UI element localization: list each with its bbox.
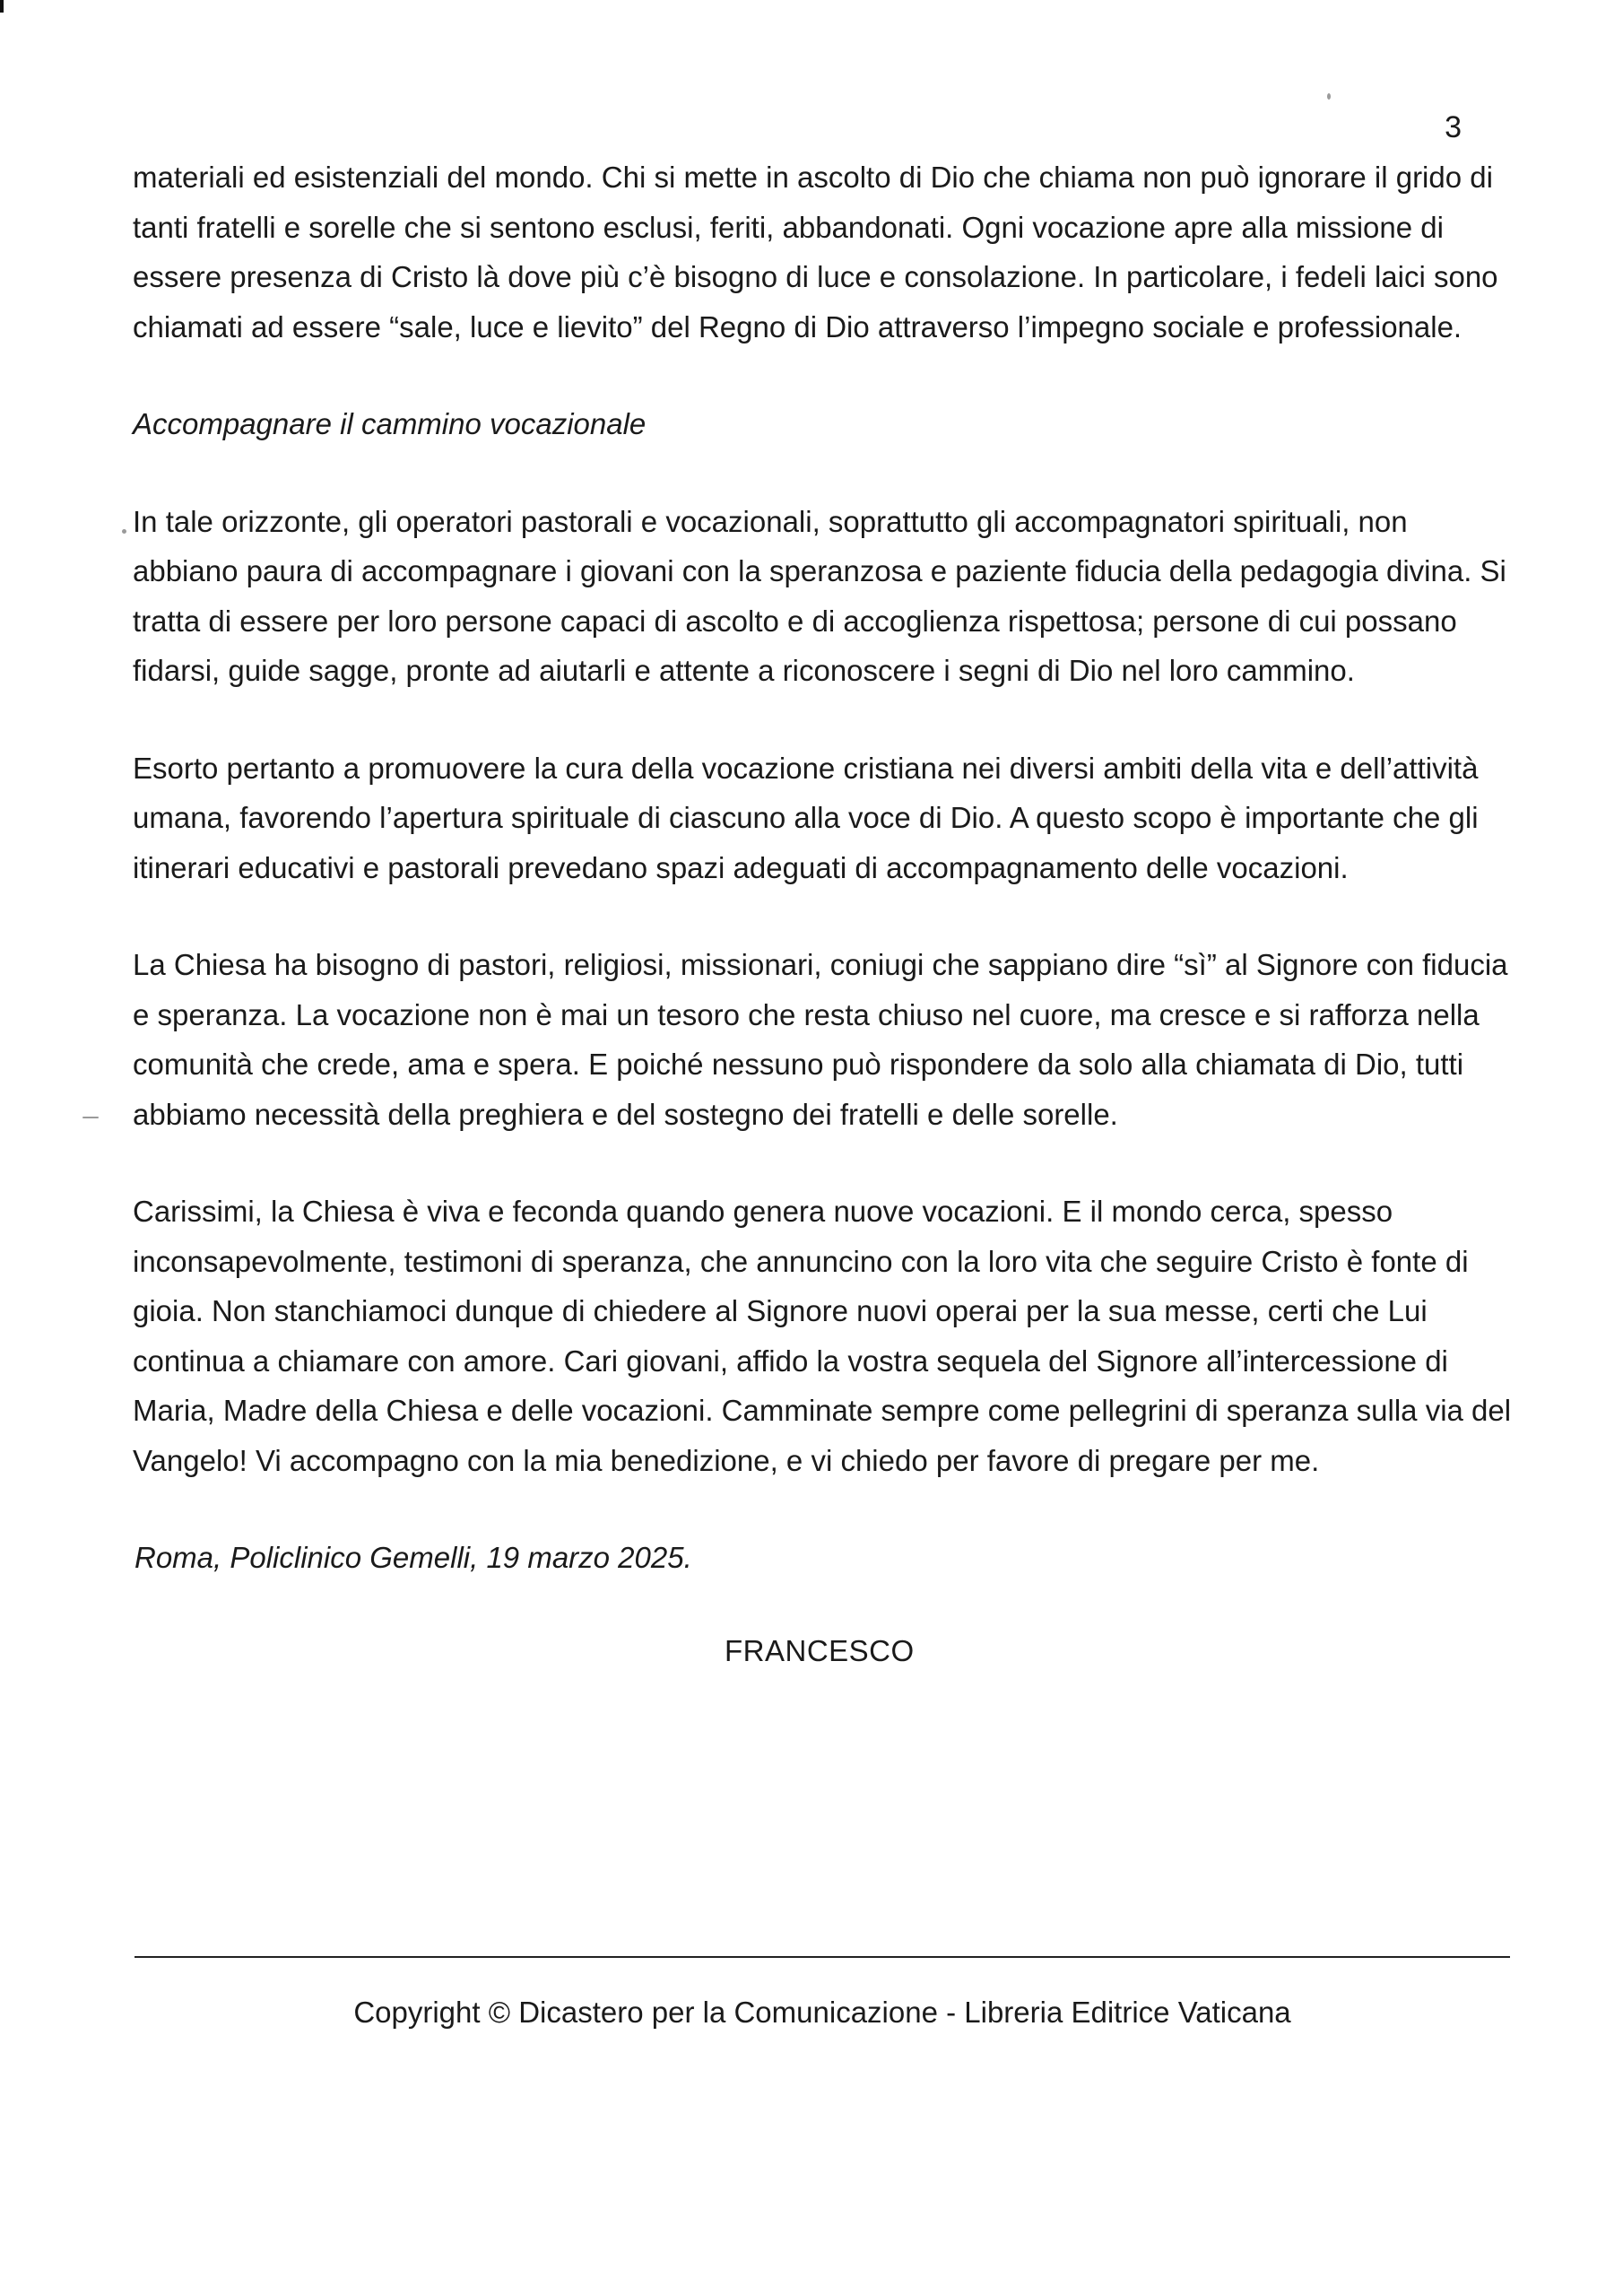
copyright-notice: Copyright © Dicastero per la Comunicazione - Libreria Editrice Vaticana [353,1996,1291,2029]
paragraph-mission: materiali ed esistenziali del mondo. Chi si mette in ascolto di Dio che chiama non può ignorare il grido di tanti fratelli e sorelle che si sentono esclusi, feriti, abbandonati. Ogni vocazione apre alla missione di essere presenza di Cristo là dove più c’è bisogno di luce e consolazione. In particolare, i fedeli laici sono chiamati ad essere “sale, luce e lievito” del Regno di Dio attraverso l’impegno sociale e professionale. [133,161,1498,344]
section-heading: Accompagnare il cammino vocazionale [133,407,647,440]
scan-edge-mark [0,0,4,13]
footer-divider [135,1956,1510,1958]
paragraph-accompaniment: In tale orizzonte, gli operatori pastorali e vocazionali, soprattutto gli accompagnatori spirituali, non abbiano paura di accompagnare i giovani con la speranzosa e paziente fiducia della pedagogia divina. Si tratta di essere per loro persone capaci di ascolto e di accoglienza rispettosa; persone di cui possano fidarsi, guide sagge, pronte ad aiutarli e attente a riconoscere i segni di Dio nel loro cammino. [133,504,1506,687]
paragraph-church-needs: La Chiesa ha bisogno di pastori, religiosi, missionari, coniugi che sappiano dire “sì” al Signore con fiducia e speranza. La vocazione non è mai un tesoro che resta chiuso nel cuore, ma cresce e si rafforza nella comunità che crede, ama e spera. E poiché nessuno può rispondere da solo alla chiamata di Dio, tutti abbiamo necessità della preghiera e del sostegno dei fratelli e delle sorelle. [133,948,1508,1131]
paragraph-closing: Carissimi, la Chiesa è viva e feconda quando genera nuove vocazioni. E il mondo cerca, spesso inconsapevolmente, testimoni di speranza, che annuncino con la loro vita che seguire Cristo è fonte di gioia. Non stanchiamoci dunque di chiedere al Signore nuovi operai per la sua messe, certi che Lui continua a chiamare con amore. Cari giovani, affido la vostra sequela del Signore all’intercessione di Maria, Madre della Chiesa e delle vocazioni. Camminate sempre come pellegrini di speranza sulla via del Vangelo! Vi accompagno con la mia benedizione, e vi chiedo per favore di pregare per me. [133,1195,1512,1477]
signature: FRANCESCO [725,1633,915,1667]
page-number: 3 [1445,110,1462,144]
paragraph-exhortation: Esorto pertanto a promuovere la cura della vocazione cristiana nei diversi ambiti della vita e dell’attività umana, favorendo l’apertura spirituale di ciascuno alla voce di Dio. A questo scopo è importante che gli itinerari educativi e pastorali prevedano spazi adeguati di accompagnamento delle vocazioni. [133,751,1479,884]
scan-speck [82,1117,99,1118]
place-and-date: Roma, Policlinico Gemelli, 19 marzo 2025. [135,1541,692,1574]
scan-speck [1327,93,1331,100]
letter-body [133,152,1514,1675]
scan-speck [122,529,126,534]
